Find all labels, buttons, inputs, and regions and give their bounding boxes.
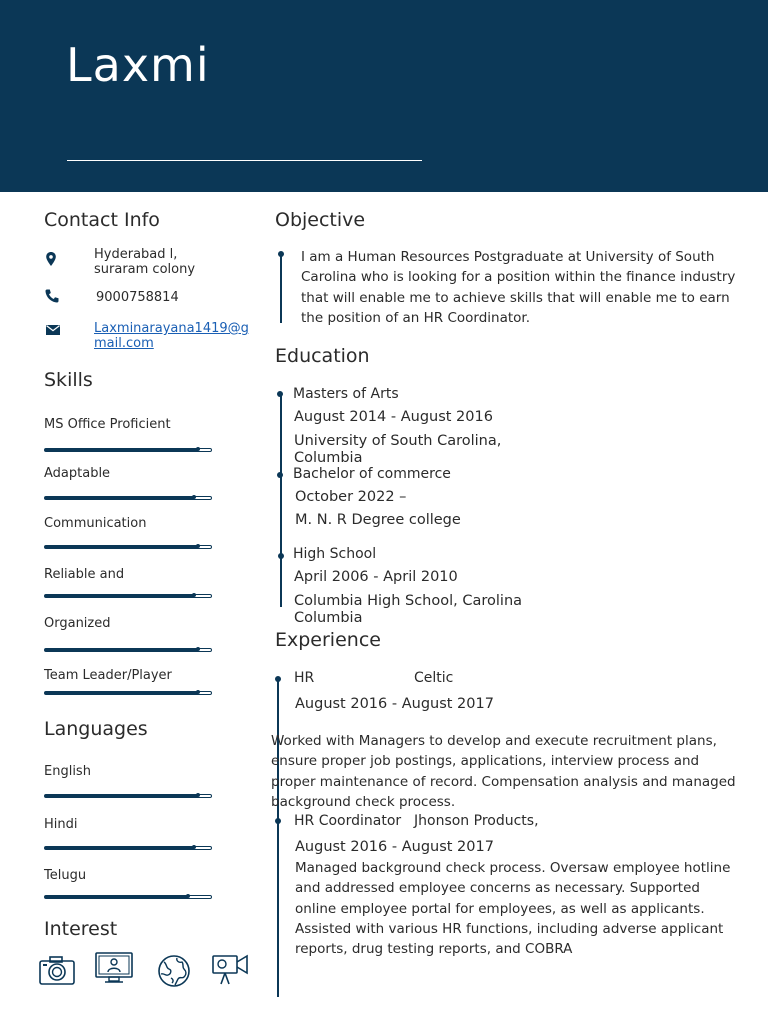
language-level-bar [44,794,212,798]
contact-phone: 9000758814 [96,290,179,305]
globe-icon [155,952,193,988]
experience-description: Managed background check process. Oversaw employee hotline and addressed employee concerns as necessary. Supported online employee portal for employees, as well as applicants. Assisted with various HR functions, including adverse applicant reports, drug testing reports, and COBRA [295,860,731,958]
objective-title: Objective [275,209,366,231]
experience-company: Celtic [414,670,454,686]
education-degree: Masters of Arts [293,386,399,402]
education-degree: High School [293,546,377,562]
skill-level-bar [44,648,212,652]
header-banner [0,0,768,192]
experience-role: HR Coordinator [294,813,402,829]
education-title: Education [275,345,370,367]
video-camera-icon [211,950,249,986]
education-school: Columbia High School, Carolina Columbia [294,593,523,626]
skill-level-bar [44,496,212,500]
experience-role: HR [294,670,315,686]
level-marker [186,894,190,898]
education-timeline-line [280,392,282,607]
level-marker [192,845,196,849]
level-marker [192,593,196,597]
level-fill [45,449,198,451]
language-level-bar [44,895,212,899]
level-marker [196,793,200,797]
education-dot [277,391,283,397]
level-fill [45,595,194,597]
level-marker [192,495,196,499]
experience-title: Experience [275,629,381,651]
level-fill [45,896,188,898]
experience-dot [275,818,281,824]
level-fill [45,795,198,797]
skill-label: Communication [44,516,147,531]
level-marker [196,447,200,451]
experience-dot [275,676,281,682]
name-underline [67,160,422,161]
skill-label: MS Office Proficient [44,417,171,432]
education-school: M. N. R Degree college [295,512,461,528]
email-link[interactable]: Laxminarayana1419@gmail.com [94,321,249,351]
language-label: Hindi [44,817,78,832]
contact-info-title: Contact Info [44,209,160,231]
level-marker [196,544,200,548]
languages-title: Languages [44,718,148,740]
skill-level-bar [44,594,212,598]
candidate-name: Laxmi [66,38,210,92]
location-pin-icon [43,251,59,267]
level-marker [196,647,200,651]
experience-description: Worked with Managers to develop and execute recruitment plans, ensure proper job postings, applications, interview process and proper maintenance of record. Compensation analysis and managed background check process. [271,733,736,810]
skill-label: Adaptable [44,466,111,481]
skill-level-bar [44,545,212,549]
skill-label: Team Leader/Player [44,668,172,683]
skill-label: Reliable and [44,567,125,582]
experience-dates: August 2016 - August 2017 [295,839,494,855]
language-label: Telugu [44,868,87,883]
skill-label: Organized [44,616,111,631]
level-fill [45,546,198,548]
education-dot [277,472,283,478]
level-fill [45,649,198,651]
level-fill [45,847,194,849]
objective-timeline-line [280,254,282,323]
monitor-icon [95,950,133,986]
education-dates: October 2022 – [295,489,407,505]
skill-level-bar [44,448,212,452]
experience-dates: August 2016 - August 2017 [295,696,494,712]
education-school: University of South Carolina, Columbia [294,433,502,466]
contact-address: Hyderabad l, suraram colony [94,247,196,277]
email-icon [45,322,61,338]
skills-title: Skills [44,369,93,391]
phone-icon [44,288,60,304]
objective-timeline-dot [278,251,284,257]
objective-text: I am a Human Resources Postgraduate at University of South Carolina who is looking for a position within the finance industry that will enable me to achieve skills that will enable me to earn the position of an HR Coordinator. [301,249,736,326]
level-marker [196,690,200,694]
level-fill [45,497,194,499]
experience-company: Jhonson Products, [414,813,539,829]
skill-level-bar [44,691,212,695]
education-degree: Bachelor of commerce [293,466,451,482]
education-dot [278,553,284,559]
language-label: English [44,764,91,779]
camera-icon [38,952,76,988]
education-dates: August 2014 - August 2016 [294,409,493,425]
level-fill [45,692,198,694]
experience-timeline-line [277,677,279,997]
education-dates: April 2006 - April 2010 [294,569,458,585]
language-level-bar [44,846,212,850]
interest-title: Interest [44,918,118,940]
